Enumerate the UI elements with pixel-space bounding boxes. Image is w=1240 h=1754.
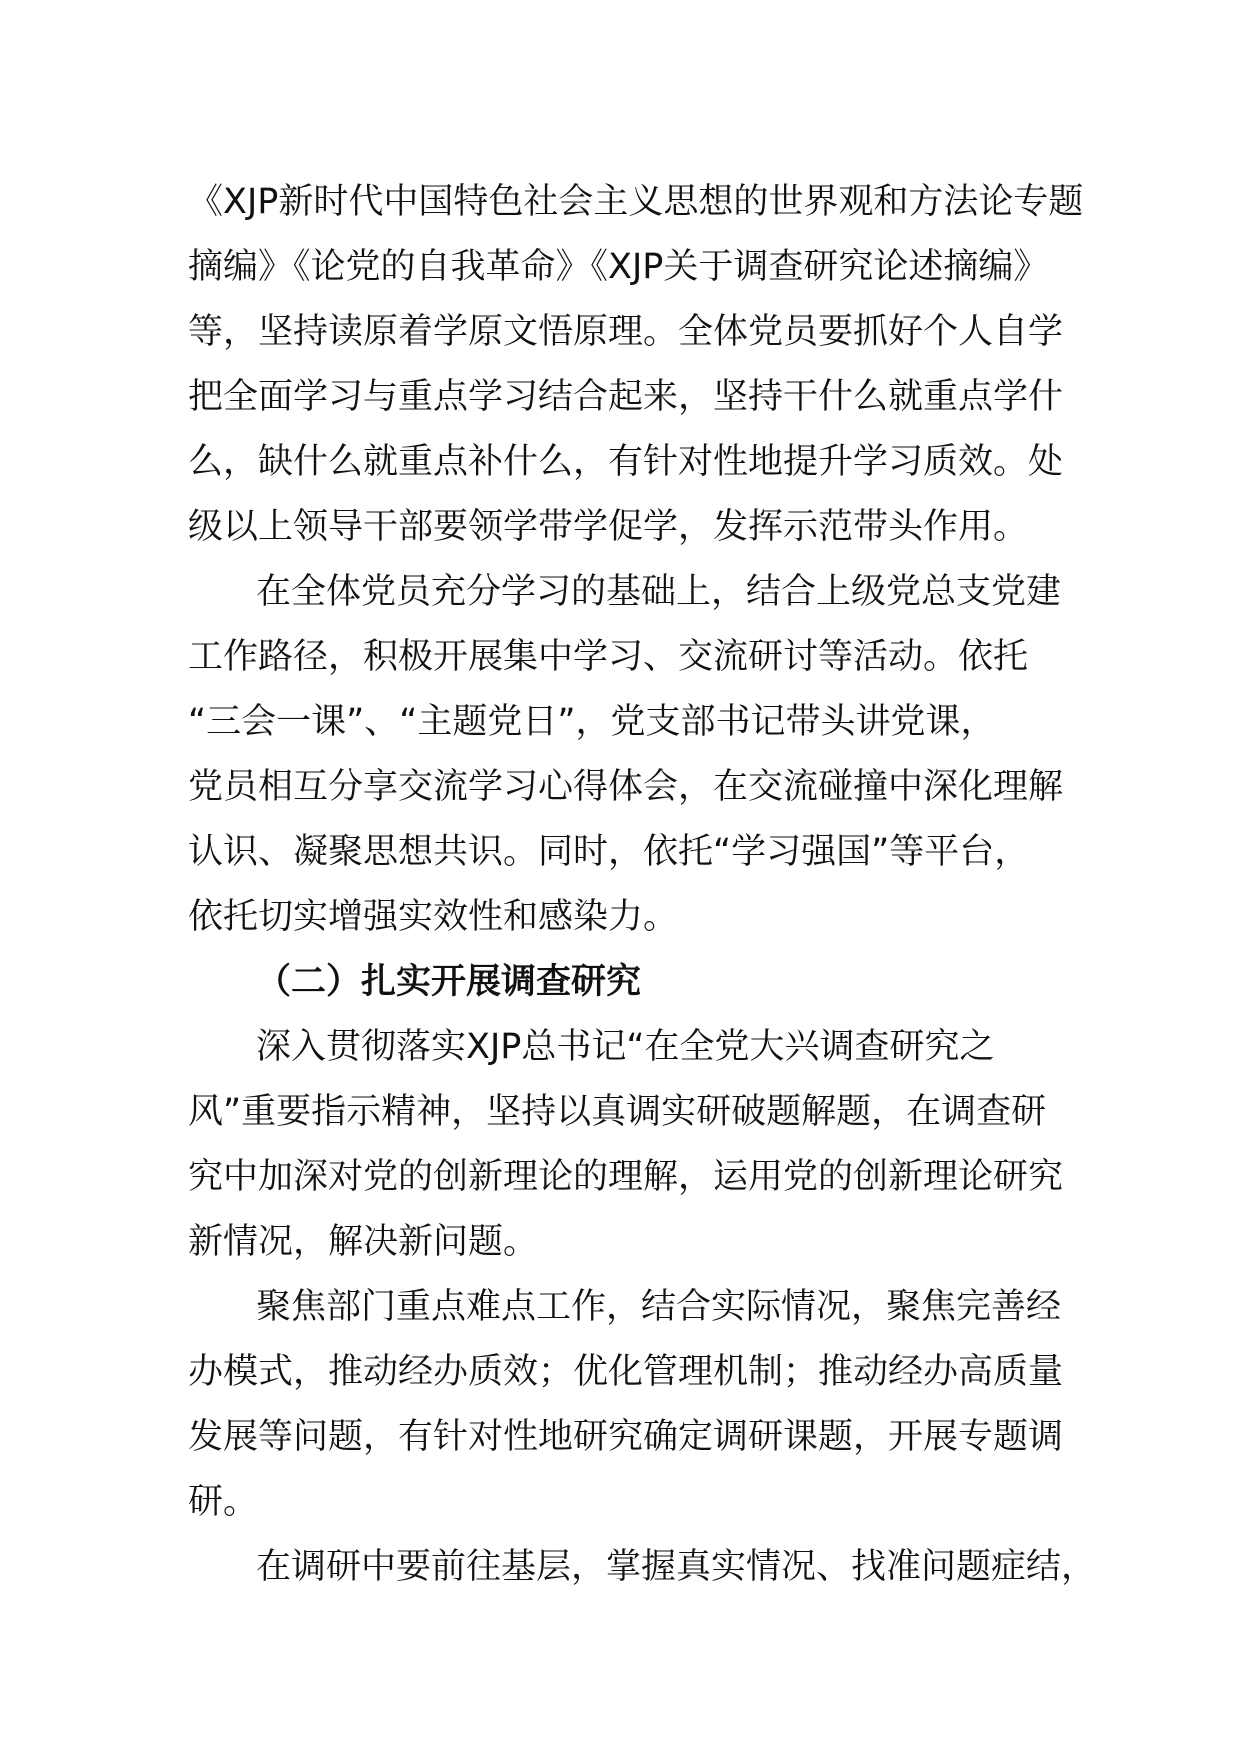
text-line: 在全体党员充分学习的基础上，结合上级党总支党建 [256,572,1062,612]
text-line: 究中加深对党的创新理论的理解，运用党的创新理论研究 [188,1157,1064,1197]
text-line: 研。 [188,1482,259,1522]
text-line: 级以上领导干部要领学带学促学，发挥示范带头作用。 [188,507,1029,547]
text-line: 依托切实增强实效性和感染力。 [188,897,679,937]
text-line: 等，坚持读原着学原文悟原理。全体党员要抓好个人自学 [188,312,1064,352]
text-line: 办模式，推动经办质效；优化管理机制；推动经办高质量 [188,1352,1064,1392]
text-line: 摘编》《论党的自我革命》《XJP关于调查研究论述摘编》 [188,247,1049,287]
text-line: 在调研中要前往基层，掌握真实情况、找准问题症结， [256,1547,1097,1587]
text-line: 党员相互分享交流学习心得体会，在交流碰撞中深化理解 [188,767,1064,807]
text-line: 么，缺什么就重点补什么，有针对性地提升学习质效。处 [188,442,1064,482]
text-line: 深入贯彻落实XJP总书记“在全党大兴调查研究之 [256,1027,995,1067]
text-line: 风”重要指示精神，坚持以真调实研破题解题，在调查研 [188,1092,1047,1132]
paragraph [188,560,1068,950]
text-line: “三会一课”、“主题党日”，党支部书记带头讲党课， [188,702,996,742]
document-body [188,170,1097,1600]
paragraph [188,1275,1068,1535]
paragraph [188,1535,1097,1600]
text-line: 认识、凝聚思想共识。同时，依托“学习强国”等平台， [188,832,1030,872]
text-line: 新情况，解决新问题。 [188,1222,539,1262]
text-line: 聚焦部门重点难点工作，结合实际情况，聚焦完善经 [256,1287,1062,1327]
paragraph [188,1015,1068,1275]
text-line: 工作路径，积极开展集中学习、交流研讨等活动。依托 [188,637,1029,677]
paragraph [188,170,1084,560]
text-line: 《XJP新时代中国特色社会主义思想的世界观和方法论专题 [188,182,1084,222]
heading-line: （二）扎实开展调查研究 [256,962,642,1002]
text-line: 把全面学习与重点学习结合起来，坚持干什么就重点学什 [188,377,1064,417]
section-heading [188,950,1068,1015]
text-line: 发展等问题，有针对性地研究确定调研课题，开展专题调 [188,1417,1064,1457]
